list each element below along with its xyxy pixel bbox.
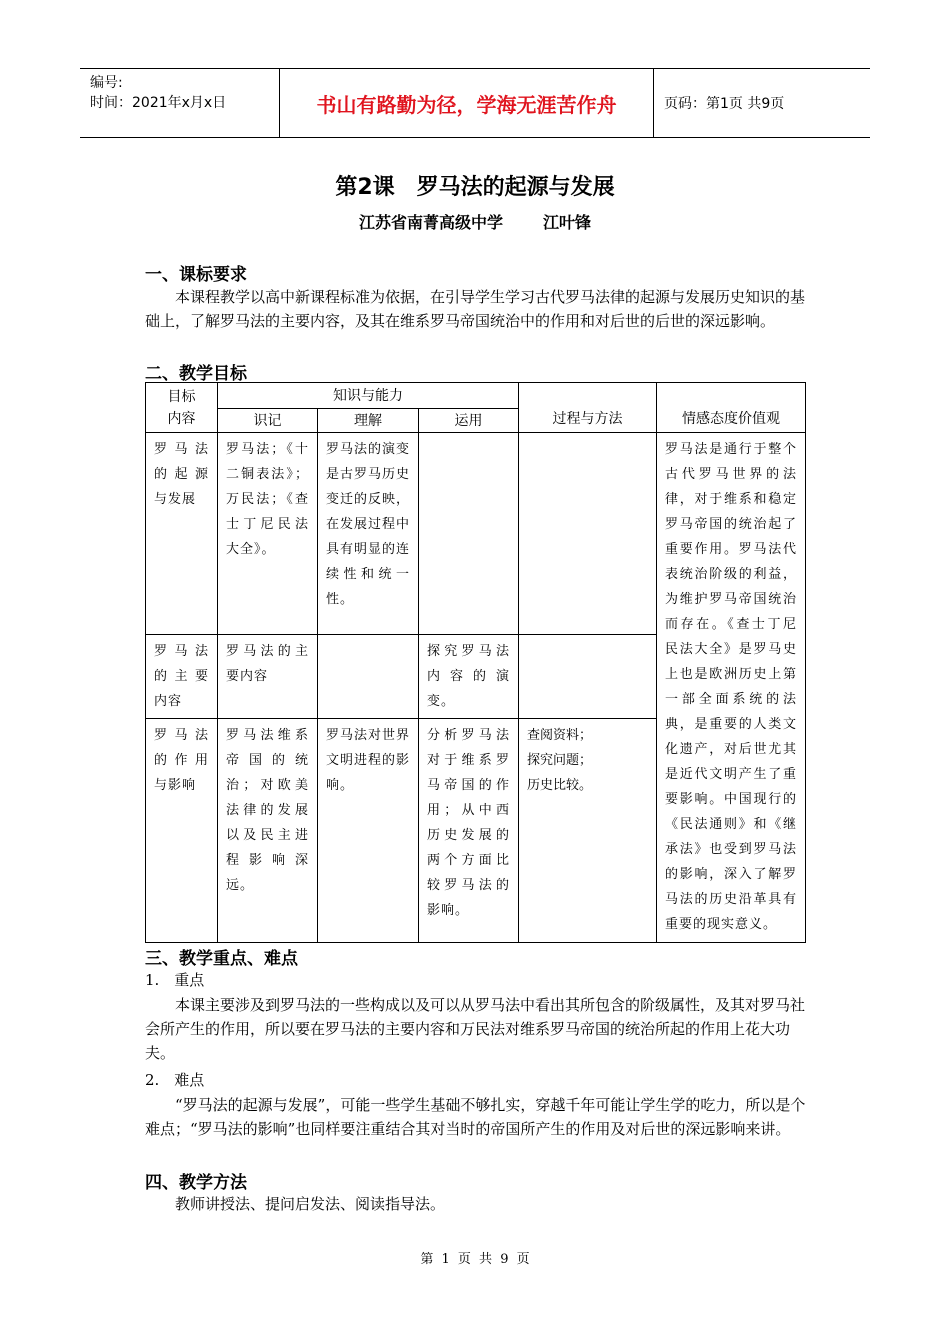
row2-understand — [318, 635, 419, 719]
header-page-label: 页码：第1页 共9页 — [664, 96, 785, 112]
section-heading-1: 一、课标要求 — [145, 265, 247, 285]
header-understand: 理解 — [318, 409, 419, 433]
section-1-text: 本课程教学以高中新课程标准为依据，在引导学生学习古代罗马法律的起源与发展历史知识的基础上，了解罗马法的主要内容，及其在维系罗马帝国统治中的作用和对后世的后世的深远影响。 — [145, 288, 806, 330]
row3-content: 罗马法的作用与影响 — [146, 719, 218, 943]
row2-process — [519, 635, 657, 719]
lesson-title: 第2课 罗马法的起源与发展 — [335, 175, 615, 200]
objectives-table — [145, 382, 806, 943]
header-target-content: 目标 内容 — [146, 383, 218, 433]
header-remember: 识记 — [218, 409, 318, 433]
section-heading-3: 三、教学重点、难点 — [145, 949, 298, 969]
page-header — [80, 68, 870, 138]
row3-apply: 分析罗马法对于维系罗马帝国的作用；从中西历史发展的两个方面比较罗马法的影响。 — [419, 719, 519, 943]
header-meta — [80, 69, 280, 137]
doc-number-label: 编号: — [90, 75, 123, 91]
difficulty-text: “罗马法的起源与发展”，可能一些学生基础不够扎实，穿越千年可能让学生学的吃力，所以是个难点；“罗马法的影响”也同样要注重结合其对当时的帝国所产生的作用及对后世的深远影响来讲。 — [145, 1096, 806, 1138]
author-line — [0, 210, 950, 233]
table-row — [146, 433, 806, 635]
header-apply: 运用 — [419, 409, 519, 433]
row1-process — [519, 433, 657, 635]
row2-apply: 探究罗马法内容的演变。 — [419, 635, 519, 719]
row3-understand: 罗马法对世界文明进程的影响。 — [318, 719, 419, 943]
emotion-cell: 罗马法是通行于整个古代罗马世界的法律，对于维系和稳定罗马帝国的统治起了重要作用。罗马法代表统治阶级的利益，为维护罗马帝国统治而存在。《查士丁尼民法大全》是罗马史上也是欧洲历史上第一部全面系统的法典，是重要的人类文化遗产，对后世尤其是近代文明产生了重要影响。中国现行的《民法通则》和《继承法》也受到罗马法的影响，深入了解罗马法的历史沿革具有重要的现实意义。 — [657, 433, 806, 943]
row3-process: 查阅资料； 探究问题； 历史比较。 — [519, 719, 657, 943]
row1-apply — [419, 433, 519, 635]
row3-remember: 罗马法维系帝国的统治；对欧美法律的发展以及民主进程影响深远。 — [218, 719, 318, 943]
difficulty-label: 2. 难点 — [145, 1071, 205, 1089]
key-point-label: 1. 重点 — [145, 971, 205, 989]
page-footer: 第 1 页 共 9 页 — [420, 1252, 530, 1267]
header-knowledge: 知识与能力 — [218, 383, 519, 409]
section-heading-2: 二、教学目标 — [145, 364, 247, 384]
author-school: 江苏省南菁高级中学 — [358, 213, 503, 232]
author-name: 江叶锋 — [543, 213, 592, 232]
header-process: 过程与方法 — [519, 383, 657, 433]
key-point-text: 本课主要涉及到罗马法的一些构成以及可以从罗马法中看出其所包含的阶级属性，及其对罗马社会所产生的作用，所以要在罗马法的主要内容和万民法对维系罗马帝国的统治所起的作用上花大功夫。 — [145, 996, 806, 1062]
doc-time-label: 时间：2021年x月x日 — [90, 95, 227, 111]
row1-remember: 罗马法；《十二铜表法》；万民法；《查士丁尼民法大全》。 — [218, 433, 318, 635]
row2-content: 罗马法的主要内容 — [146, 635, 218, 719]
table-header-row — [146, 383, 806, 409]
header-motto: 书山有路勤为径，学海无涯苦作舟 — [280, 69, 654, 137]
header-emotion: 情感态度价值观 — [657, 383, 806, 433]
section-4-text: 教师讲授法、提问启发法、阅读指导法。 — [175, 1195, 446, 1213]
row2-remember: 罗马法的主要内容 — [218, 635, 318, 719]
row1-content: 罗马法的起源与发展 — [146, 433, 218, 635]
row1-understand: 罗马法的演变是古罗马历史变迁的反映，在发展过程中具有明显的连续性和统一性。 — [318, 433, 419, 635]
section-heading-4: 四、教学方法 — [145, 1173, 247, 1193]
